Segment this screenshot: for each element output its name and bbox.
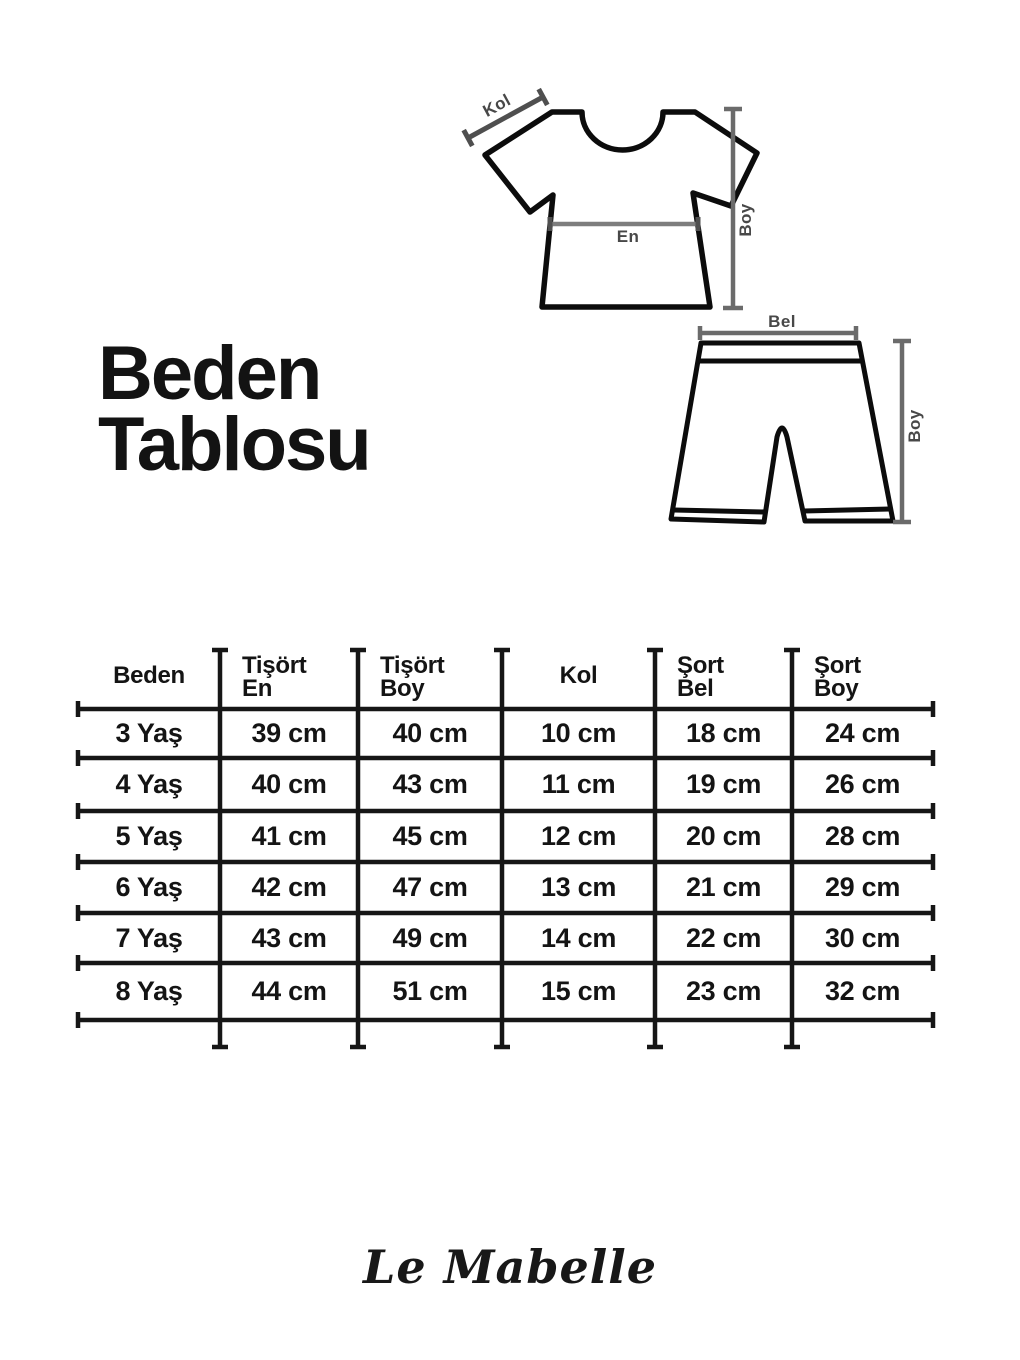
cell-tshirt-boy: 43 cm bbox=[392, 769, 468, 799]
col-header-tshirt-boy: Tişört Boy bbox=[380, 652, 445, 702]
page-title-line1: Beden bbox=[98, 331, 321, 416]
cell-size: 3 Yaş bbox=[115, 718, 183, 748]
shorts-waist-label: Bel bbox=[768, 312, 796, 331]
page-title-line2: Tablosu bbox=[98, 402, 370, 487]
cell-tshirt-en: 42 cm bbox=[251, 872, 327, 902]
cell-tshirt-boy: 40 cm bbox=[392, 718, 468, 748]
cell-tshirt-boy: 49 cm bbox=[392, 922, 468, 953]
cell-kol: 11 cm bbox=[541, 769, 616, 799]
col-header-kol: Kol bbox=[559, 661, 598, 689]
cell-sort-bel: 20 cm bbox=[685, 821, 762, 851]
cell-kol: 15 cm bbox=[540, 976, 617, 1006]
cell-kol: 10 cm bbox=[540, 718, 617, 748]
col-header-beden: Beden bbox=[113, 661, 185, 689]
cell-tshirt-en: 43 cm bbox=[251, 922, 327, 953]
shorts-outline-drawing bbox=[671, 343, 893, 522]
tshirt-sleeve-label: Kol bbox=[479, 90, 514, 121]
cell-tshirt-boy: 45 cm bbox=[392, 821, 468, 851]
cell-kol: 13 cm bbox=[540, 872, 617, 902]
cell-size: 6 Yaş bbox=[115, 872, 183, 902]
cell-size: 8 Yaş bbox=[115, 976, 183, 1006]
cell-tshirt-en: 44 cm bbox=[251, 976, 327, 1006]
cell-sort-bel: 19 cm bbox=[685, 769, 762, 799]
tshirt-width-label: En bbox=[616, 227, 640, 246]
cell-sort-boy: 24 cm bbox=[824, 718, 901, 748]
col-header-tshirt-en: Tişört En bbox=[242, 652, 307, 702]
tshirt-length-label: Boy bbox=[736, 203, 755, 237]
cell-sort-boy: 29 cm bbox=[824, 872, 901, 902]
cell-tshirt-boy: 51 cm bbox=[392, 976, 468, 1006]
cell-sort-boy: 26 cm bbox=[824, 769, 901, 799]
cell-tshirt-en: 39 cm bbox=[251, 718, 327, 748]
cell-tshirt-en: 40 cm bbox=[251, 769, 327, 799]
cell-size: 5 Yaş bbox=[115, 821, 183, 851]
shorts-length-label: Boy bbox=[905, 409, 924, 443]
col-header-sort-bel: Şort Bel bbox=[677, 652, 724, 702]
cell-sort-boy: 32 cm bbox=[824, 976, 901, 1006]
cell-sort-bel: 18 cm bbox=[685, 718, 762, 748]
cell-size: 4 Yaş bbox=[115, 769, 183, 799]
cell-sort-bel: 21 cm bbox=[685, 872, 762, 902]
col-header-sort-boy: Şort Boy bbox=[814, 652, 861, 702]
cell-kol: 14 cm bbox=[540, 922, 617, 953]
cell-sort-boy: 30 cm bbox=[824, 922, 901, 953]
cell-tshirt-en: 41 cm bbox=[251, 821, 327, 851]
cell-sort-bel: 23 cm bbox=[685, 976, 762, 1006]
brand-logo: Le Mabelle bbox=[363, 1240, 657, 1294]
tshirt-outline-drawing bbox=[485, 112, 757, 307]
size-table bbox=[78, 645, 933, 1050]
cell-sort-bel: 22 cm bbox=[685, 922, 762, 953]
cell-sort-boy: 28 cm bbox=[824, 821, 901, 851]
cell-size: 7 Yaş bbox=[115, 922, 183, 953]
shorts-cuff-lines bbox=[674, 509, 890, 512]
cell-tshirt-boy: 47 cm bbox=[392, 872, 468, 902]
cell-kol: 12 cm bbox=[540, 821, 617, 851]
page-title bbox=[98, 331, 370, 487]
